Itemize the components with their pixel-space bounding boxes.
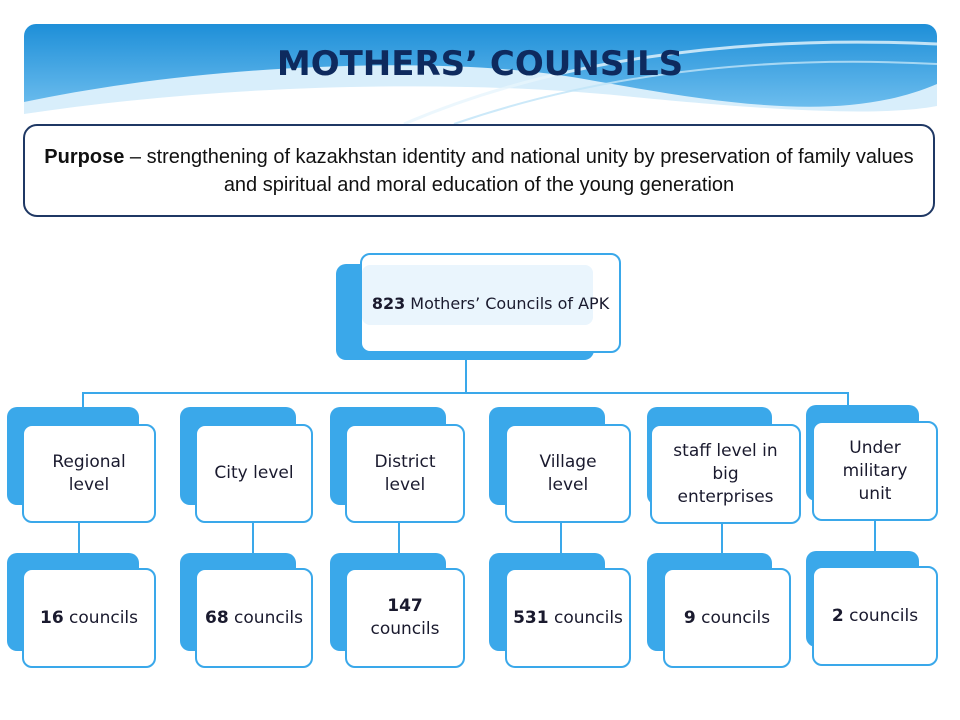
count-node-city (195, 568, 313, 668)
count-unit-6: councils (843, 605, 919, 626)
level-node-enterprises (650, 424, 801, 524)
count-unit-3: councils (370, 619, 440, 639)
count-text-1 (40, 607, 138, 630)
level-bus-line (82, 392, 849, 394)
level-label-3: District level (374, 451, 436, 495)
purpose-text: – strengthening of kazakhstan identity and national unity by preservation of family values and spiritual and moral education of the young generation (124, 145, 914, 196)
count-node-military (812, 566, 938, 666)
bus-drop-1 (82, 392, 84, 408)
count-number-4: 531 (513, 607, 549, 628)
level-connector-1 (78, 522, 80, 554)
level-connector-5 (721, 523, 723, 555)
level-label-1: Regional level (52, 451, 126, 495)
level-node-regional (22, 424, 156, 523)
count-number-1: 16 (39, 607, 64, 628)
count-text-4 (513, 607, 623, 630)
count-unit-4: councils (548, 607, 623, 628)
root-node-text (372, 292, 609, 315)
count-text-5 (684, 607, 770, 630)
count-number-3: 147 (387, 596, 423, 616)
count-node-enterprises (663, 568, 791, 668)
count-text-6 (832, 605, 918, 628)
count-text-3 (365, 595, 445, 641)
count-number-6: 2 (831, 605, 844, 626)
level-label-2: City level (214, 463, 294, 483)
root-label: Mothers’ Councils of APK (405, 293, 610, 313)
purpose-label: Purpose (44, 145, 125, 168)
level-connector-4 (560, 522, 562, 554)
level-node-military (812, 421, 938, 521)
purpose-box (23, 124, 935, 217)
count-number-2: 68 (204, 607, 229, 628)
count-unit-1: councils (63, 607, 139, 628)
level-node-district (345, 424, 465, 523)
level-node-city (195, 424, 313, 523)
count-number-5: 9 (683, 607, 696, 628)
level-label-4: Village level (539, 451, 597, 495)
count-node-regional (22, 568, 156, 668)
level-label-6: Under military unit (842, 437, 908, 504)
level-node-village (505, 424, 631, 523)
count-text-2 (205, 607, 303, 630)
count-node-village (505, 568, 631, 668)
count-node-district (345, 568, 465, 668)
count-unit-5: councils (695, 607, 771, 628)
level-connector-3 (398, 522, 400, 554)
purpose-text-block (39, 143, 919, 199)
page-title: MOTHERS’ COUNSILS (276, 44, 684, 84)
root-node (360, 253, 621, 353)
level-connector-2 (252, 522, 254, 554)
count-unit-2: councils (228, 607, 304, 628)
root-count: 823 (371, 293, 406, 313)
level-label-5: staff level in big enterprises (673, 440, 778, 507)
level-connector-6 (874, 520, 876, 552)
